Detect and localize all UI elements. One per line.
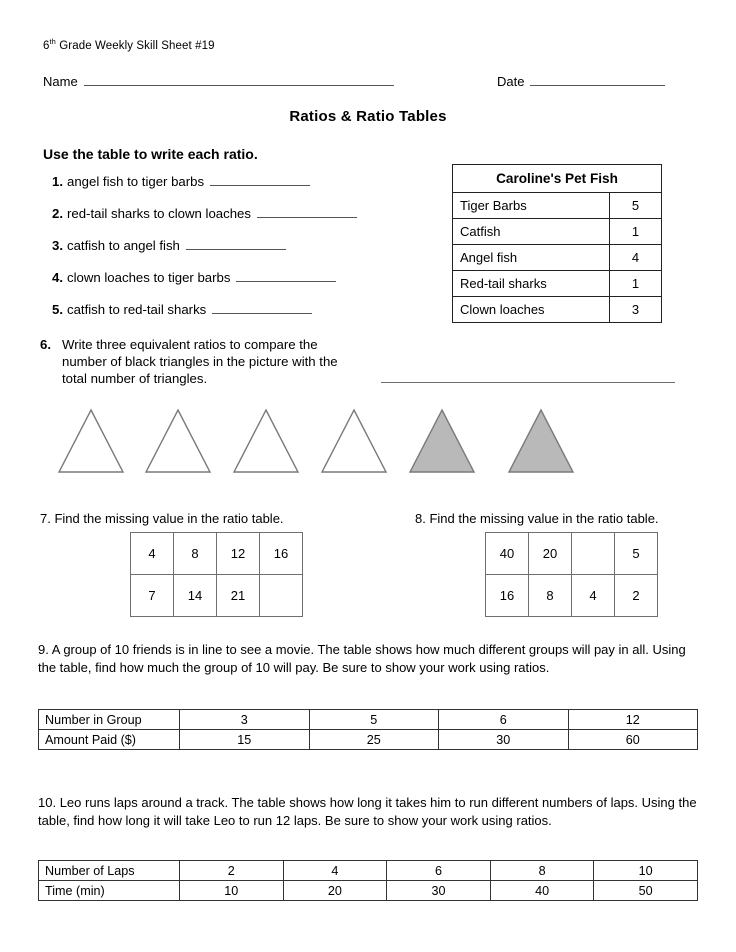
question-10-cell: 2 <box>180 861 284 881</box>
fish-table-title: Caroline's Pet Fish <box>453 165 662 193</box>
question-1-text: angel fish to tiger barbs <box>67 174 205 189</box>
date-label: Date <box>497 74 525 89</box>
question-7-number: 7. <box>40 511 51 526</box>
name-field-row <box>43 74 394 89</box>
question-8-prompt <box>415 511 659 526</box>
table-row <box>39 710 698 730</box>
caroline-pet-fish-table <box>452 164 662 323</box>
question-10-cell: 10 <box>180 881 284 901</box>
question-8-blank-cell[interactable] <box>572 533 615 575</box>
question-8-cell: 40 <box>486 533 529 575</box>
question-4-number: 4. <box>52 270 63 285</box>
table-row <box>453 245 662 271</box>
question-7-blank-cell[interactable] <box>260 575 303 617</box>
question-5-answer-line[interactable] <box>212 302 312 314</box>
name-input-line[interactable] <box>84 74 394 86</box>
question-9-cell: 5 <box>309 710 439 730</box>
question-8-cell: 5 <box>615 533 658 575</box>
shaded-triangle-icon <box>408 407 476 475</box>
outline-triangle-icon <box>144 407 212 475</box>
table-row <box>39 861 698 881</box>
question-5-item <box>52 302 312 317</box>
question-2-text: red-tail sharks to clown loaches <box>67 206 251 221</box>
question-3-text: catfish to angel fish <box>67 238 180 253</box>
question-4-text: clown loaches to tiger barbs <box>67 270 231 285</box>
date-input-line[interactable] <box>530 74 665 86</box>
question-3-item <box>52 238 286 253</box>
fish-quantity-cell: 1 <box>610 219 662 245</box>
question-10-text: Leo runs laps around a track. The table shows how long it takes him to run different numbers of laps. Using the table, find how long it will take Leo to run 12 laps. Be sure to show your work using ratios. <box>38 795 697 828</box>
question-9-cell: 6 <box>439 710 569 730</box>
question-8-cell: 8 <box>529 575 572 617</box>
question-8-ratio-table <box>485 532 658 617</box>
question-7-cell: 16 <box>260 533 303 575</box>
date-field-row <box>497 74 665 89</box>
sheet-identifier <box>43 37 215 52</box>
instruction-heading: Use the table to write each ratio. <box>43 146 258 162</box>
question-8-number: 8. <box>415 511 426 526</box>
question-9-cell: 60 <box>568 730 698 750</box>
question-7-ratio-table <box>130 532 303 617</box>
question-9-row-header: Number in Group <box>39 710 180 730</box>
table-row <box>486 575 658 617</box>
outline-triangle-icon <box>57 407 125 475</box>
name-label: Name <box>43 74 78 89</box>
question-10-cell: 50 <box>594 881 698 901</box>
question-10-cell: 6 <box>387 861 491 881</box>
question-9-data-table <box>38 709 698 750</box>
question-10-cell: 40 <box>490 881 594 901</box>
sheet-id-superscript: th <box>49 37 56 47</box>
question-9-row-header: Amount Paid ($) <box>39 730 180 750</box>
question-8-cell: 4 <box>572 575 615 617</box>
question-7-cell: 12 <box>217 533 260 575</box>
question-6-text: Write three equivalent ratios to compare the number of black triangles in the picture with the total number of triangles. <box>62 337 338 386</box>
question-7-cell: 21 <box>217 575 260 617</box>
question-4-answer-line[interactable] <box>236 270 336 282</box>
fish-quantity-cell: 4 <box>610 245 662 271</box>
question-9-cell: 25 <box>309 730 439 750</box>
question-9-cell: 15 <box>180 730 310 750</box>
table-row <box>453 193 662 219</box>
question-7-prompt <box>40 511 284 526</box>
table-row <box>453 219 662 245</box>
question-2-answer-line[interactable] <box>257 206 357 218</box>
question-1-number: 1. <box>52 174 63 189</box>
question-9-prompt <box>38 641 698 676</box>
shaded-triangle-icon <box>507 407 575 475</box>
question-1-answer-line[interactable] <box>210 174 310 186</box>
question-1-item <box>52 174 310 189</box>
table-row <box>486 533 658 575</box>
question-7-text: Find the missing value in the ratio table. <box>54 511 284 526</box>
page-title: Ratios & Ratio Tables <box>289 108 447 125</box>
question-7-cell: 7 <box>131 575 174 617</box>
sheet-id-rest: Grade Weekly Skill Sheet #19 <box>55 40 215 52</box>
fish-name-cell: Angel fish <box>453 245 610 271</box>
question-10-number: 10. <box>38 795 57 810</box>
fish-quantity-cell: 5 <box>610 193 662 219</box>
question-8-cell: 20 <box>529 533 572 575</box>
question-10-data-table <box>38 860 698 901</box>
outline-triangle-icon <box>232 407 300 475</box>
table-row <box>39 881 698 901</box>
fish-quantity-cell: 3 <box>610 297 662 323</box>
question-4-item <box>52 270 336 285</box>
triangle-figure-group <box>57 407 677 479</box>
fish-name-cell: Tiger Barbs <box>453 193 610 219</box>
question-9-cell: 30 <box>439 730 569 750</box>
question-7-cell: 4 <box>131 533 174 575</box>
fish-quantity-cell: 1 <box>610 271 662 297</box>
question-10-cell: 10 <box>594 861 698 881</box>
table-row <box>131 533 303 575</box>
question-8-cell: 2 <box>615 575 658 617</box>
question-8-text: Find the missing value in the ratio table. <box>429 511 659 526</box>
question-7-cell: 8 <box>174 533 217 575</box>
question-9-number: 9. <box>38 642 49 657</box>
question-10-cell: 4 <box>283 861 387 881</box>
question-8-cell: 16 <box>486 575 529 617</box>
fish-name-cell: Catfish <box>453 219 610 245</box>
question-6-answer-line[interactable] <box>381 382 675 383</box>
question-9-cell: 12 <box>568 710 698 730</box>
table-row <box>453 271 662 297</box>
question-2-item <box>52 206 357 221</box>
table-row <box>131 575 303 617</box>
question-6 <box>40 336 360 387</box>
question-10-cell: 8 <box>490 861 594 881</box>
question-9-cell: 3 <box>180 710 310 730</box>
question-10-cell: 30 <box>387 881 491 901</box>
question-10-prompt <box>38 794 698 829</box>
question-2-number: 2. <box>52 206 63 221</box>
sheet-id-prefix: 6 <box>43 40 50 52</box>
outline-triangle-icon <box>320 407 388 475</box>
question-9-text: A group of 10 friends is in line to see a movie. The table shows how much different groups will pay in all. Using the table, find how much the group of 10 will pay. Be sure to show your work using ratios. <box>38 642 686 675</box>
table-row <box>453 297 662 323</box>
question-6-number: 6. <box>40 337 51 352</box>
table-row <box>39 730 698 750</box>
question-5-text: catfish to red-tail sharks <box>67 302 207 317</box>
question-7-cell: 14 <box>174 575 217 617</box>
question-3-answer-line[interactable] <box>186 238 286 250</box>
question-3-number: 3. <box>52 238 63 253</box>
question-10-row-header: Number of Laps <box>39 861 180 881</box>
fish-name-cell: Clown loaches <box>453 297 610 323</box>
question-10-cell: 20 <box>283 881 387 901</box>
question-5-number: 5. <box>52 302 63 317</box>
fish-name-cell: Red-tail sharks <box>453 271 610 297</box>
question-10-row-header: Time (min) <box>39 881 180 901</box>
